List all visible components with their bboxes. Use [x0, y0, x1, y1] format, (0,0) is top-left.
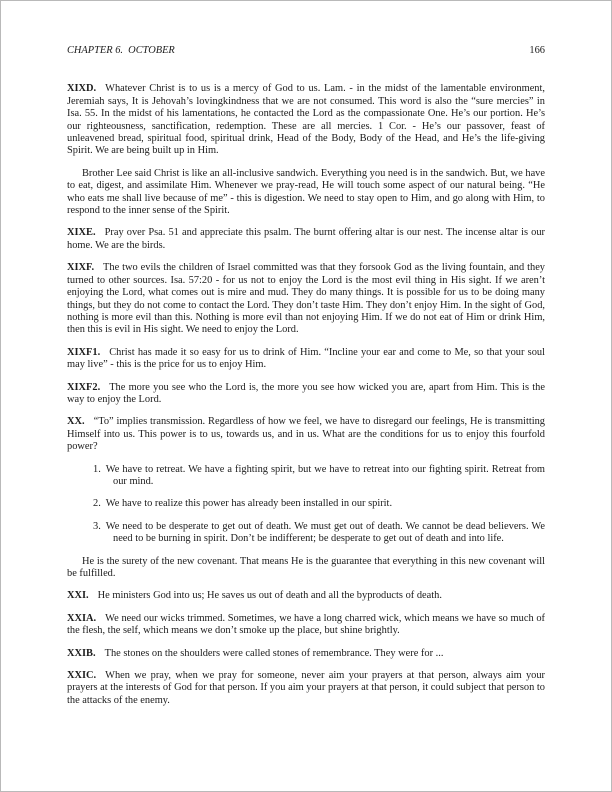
list-item: [67, 498, 545, 510]
paragraph-xixf1: [67, 347, 545, 372]
paragraph-text: The two evils the children of Israel committed was that they forsook God as the living fountain, and they turned to other sources. Isa. 57:20 - for us not to enjoy the Lord is the most evil thing in His sight. If we aren’t enjoying the Lord, what comes out is mire and mud. They do many things. It is possible for us to be doing many things, but they do not come to contact the Lord. They don’t taste Him. They don’t enjoy Him. In the sight of God, nothing is more evil than this. Nothing is more evil than not enjoying Him. If we do not eat of Him or drink Him, then this is evil in His sight. We need to enjoy the Lord.: [67, 262, 545, 336]
paragraph-label: XX.: [67, 416, 85, 428]
paragraph-text: Brother Lee said Christ is like an all-inclusive sandwich. Everything you need is in the sandwich. But, we have to eat, digest, and assimilate Him. Whenever we pray-read, He will touch some aspect of our natural being. “He who eats me shall live because of me” - this is digestion. We need to stay open to Him, and go along with Him, to respond to the inner sense of the Spirit.: [67, 167, 545, 217]
list-item: [67, 521, 545, 546]
paragraph-xixe: [67, 227, 545, 252]
list-item-number: 2.: [93, 498, 101, 510]
paragraph-text: The more you see who the Lord is, the more you see how wicked you are, apart from Him. This is the way to enjoy the Lord.: [67, 381, 545, 405]
paragraph-label: XIXF2.: [67, 381, 101, 393]
list-item-number: 1.: [93, 463, 101, 475]
paragraph-xxic: [67, 670, 545, 707]
list-item-number: 3.: [93, 520, 101, 532]
paragraph-label: XXIB.: [67, 647, 96, 659]
paragraph-label: XIXE.: [67, 227, 96, 239]
paragraph-xixd: [67, 83, 545, 157]
paragraph-xxi: [67, 590, 545, 602]
paragraph-xx: [67, 416, 545, 453]
list-item-text: We need to be desperate to get out of death. We must get out of death. We cannot be dead believers. We need to be burning in spirit. Don’t be indifferent; be desperate to get out of death and into life.: [105, 520, 545, 545]
paragraph-xixf: [67, 262, 545, 336]
paragraph-label: XXI.: [67, 590, 89, 602]
list-item-text: We have to realize this power has already been installed in our spirit.: [105, 498, 393, 510]
paragraph-text: He is the surety of the new covenant. That means He is the guarantee that everything in this new covenant will be fulfilled.: [67, 555, 545, 579]
paragraph-label: XIXF.: [67, 262, 95, 274]
paragraph-text: When we pray, when we pray for someone, never aim your prayers at that person, always aim your prayers at the interests of God for that person. If you aim your prayers at that person, it could subject that person to the attacks of the enemy.: [67, 670, 545, 706]
list-item: [67, 464, 545, 489]
page-number: 166: [529, 45, 545, 56]
numbered-list: [67, 464, 545, 546]
list-item-text: We have to retreat. We have a fighting spirit, but we have to retreat into our fighting spirit. Retreat from our mind.: [105, 463, 545, 487]
running-header: [67, 45, 545, 57]
paragraph-label: XXIA.: [67, 612, 97, 624]
paragraph-text: The stones on the shoulders were called stones of remembrance. They were for ...: [104, 647, 444, 659]
paragraph-xxia: [67, 613, 545, 638]
paragraph-xxib: [67, 648, 545, 660]
paragraph-text: Whatever Christ is to us is a mercy of God to us. Lam. - in the midst of the lamentable environment, Jeremiah says, It is Jehovah’s lovingkindness that we are not consumed. This word is also the “sure mercies” in Isa. 55. In the midst of his lamentations, he contacted the Lord as the compassionate One. He’s our portion. He’s our righteousness, sanctification, redemption. These are all mercies. 1 Cor. - He’s our passover, feast of unleavened bread, spiritual food, spiritual drink, Head of the Body, Body of the Head, and He’s the life-giving Spirit. We are being built up in Him.: [67, 83, 545, 157]
paragraph-brother-lee: [67, 168, 545, 218]
paragraph-surety: [67, 556, 545, 581]
paragraph-xixf2: [67, 382, 545, 407]
paragraph-text: We need our wicks trimmed. Sometimes, we have a long charred wick, which means we have so much of the flesh, the self, which means we don’t smoke up the place, but shine brightly.: [67, 612, 545, 637]
paragraph-text: Pray over Psa. 51 and appreciate this psalm. The burnt offering altar is our nest. The incense altar is our home. We are the birds.: [67, 227, 545, 251]
chapter-heading: CHAPTER 6. OCTOBER: [67, 45, 175, 56]
paragraph-text: He ministers God into us; He saves us out of death and all the byproducts of death.: [97, 590, 442, 602]
paragraph-label: XIXD.: [67, 83, 97, 95]
paragraph-label: XIXF1.: [67, 346, 101, 358]
paragraph-label: XXIC.: [67, 670, 97, 682]
paragraph-text: “To” implies transmission. Regardless of how we feel, we have to disregard our feelings, He is transmitting Himself into us. This power is to us, towards us, and in us. What are the conditions for us to enjoy this fourfold power?: [67, 416, 545, 453]
paragraph-text: Christ has made it so easy for us to drink of Him. “Incline your ear and come to Me, so that your soul may live” - this is the price for us to enjoy Him.: [67, 346, 545, 371]
